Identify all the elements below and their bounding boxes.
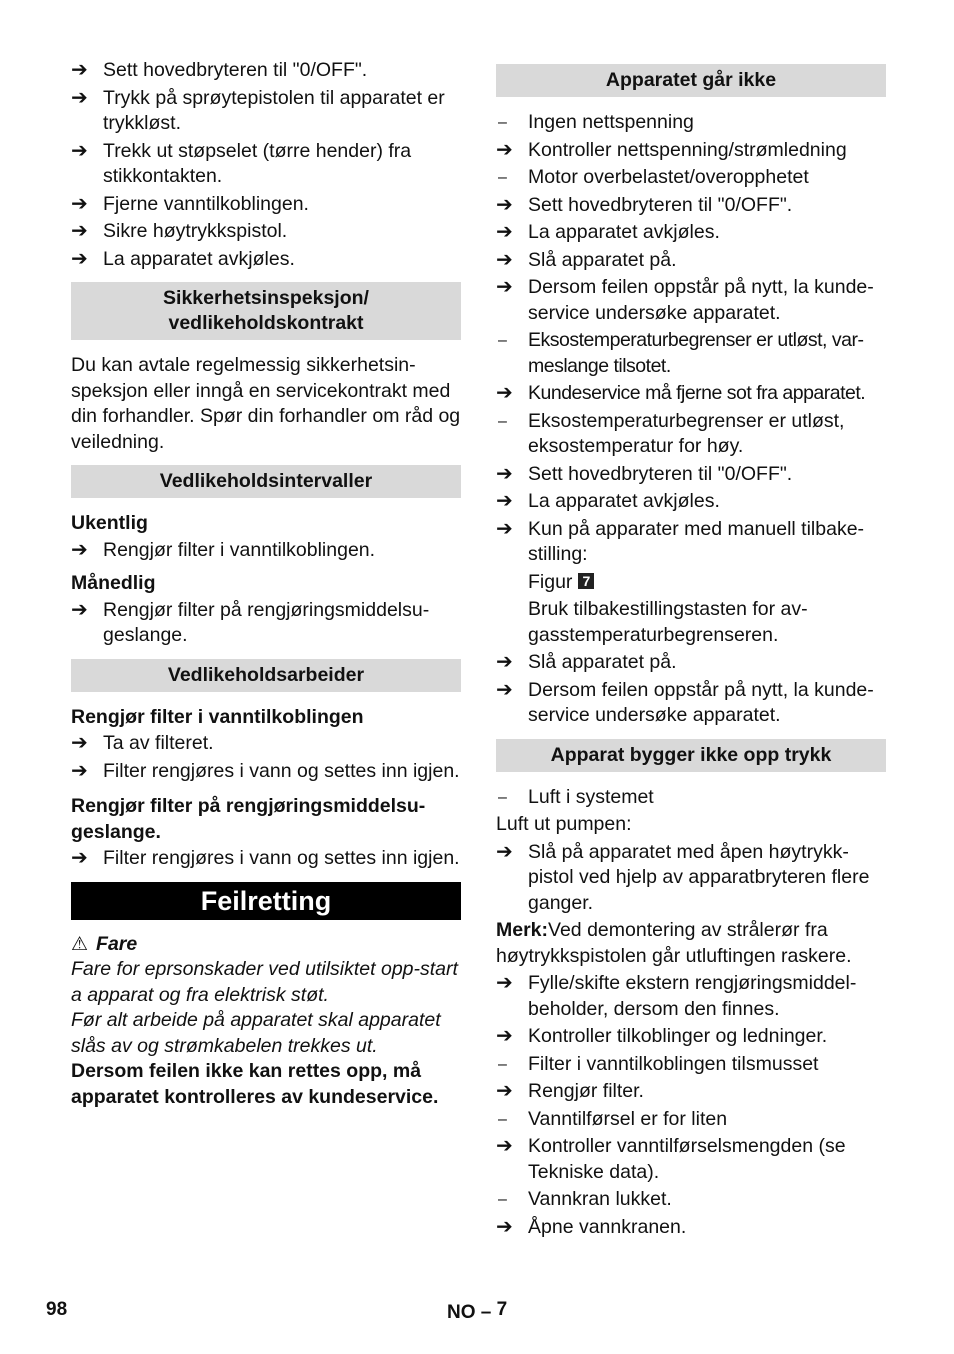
note: Merk:Ved demontering av strålerør fra høytrykkspistolen går utluftingen raskere. [496,919,852,967]
list-item: – Ingen nettspenning [496,110,886,136]
arrow-icon: ➔ [71,732,88,754]
list-item: ➔ Åpne vannkranen. [496,1215,886,1241]
list-item: ➔ Fjerne vanntilkoblingen. [71,192,461,218]
no-pressure-list [496,971,886,1240]
arrow-icon: ➔ [71,220,88,242]
list-item: ➔ Rengjør filter. [496,1079,886,1105]
list-item: ➔ Trekk ut støpselet (tørre hender) fra stikkontakten. [71,139,412,187]
section-heading-no-pressure: Apparat bygger ikke opp trykk [496,739,886,772]
figure-number-badge: 7 [578,573,594,589]
dash-icon: – [498,114,507,131]
arrow-icon: ➔ [496,138,513,161]
section-heading-work: Vedlikeholdsarbeider [71,659,461,692]
not-running-list-after [496,650,886,729]
arrow-icon: ➔ [496,517,513,540]
arrow-icon: ➔ [71,538,88,561]
troubleshooting-banner: Feilretting [71,882,461,920]
warning-text-2: Før alt arbeide på apparatet skal apparatet slås av og strømkabelen trekkes ut. [71,1009,441,1057]
arrow-icon: ➔ [496,1080,513,1102]
arrow-icon: ➔ [496,193,513,216]
arrow-icon: ➔ [496,1215,513,1238]
arrow-icon: ➔ [496,840,513,863]
list-item: ➔ Rengjør filter på rengjøringsmiddelsu-geslange. [71,598,430,646]
list-item: – Eksostemperaturbegrenser er utløst, eksostemperatur for høy. [498,409,845,457]
right-column [496,58,886,1242]
arrow-icon: ➔ [496,462,513,485]
list-item: ➔ Dersom feilen oppstår på nytt, la kunde-service undersøke apparatet. [496,276,874,324]
arrow-icon: ➔ [496,248,513,271]
list-item: ➔ Sett hovedbryteren til "0/OFF". [496,462,886,488]
list-item: ➔ La apparatet avkjøles. [71,247,461,273]
list-item: ➔ Sikre høytrykkspistol. [71,219,461,245]
dash-icon: – [498,169,507,186]
arrow-icon: ➔ [496,382,513,404]
dash-icon: – [498,1191,507,1208]
arrow-icon: ➔ [71,598,88,621]
arrow-icon: ➔ [496,651,513,673]
list-item: ➔ Kundeservice må fjerne sot fra apparatet. [496,381,886,407]
arrow-icon: ➔ [71,139,88,162]
arrow-icon: ➔ [71,847,88,869]
warning-icon: ⚠ [71,933,89,955]
list-item: – Vannkran lukket. [496,1187,886,1213]
figure-reference: Figur 7 [496,570,886,596]
list-item: ➔ Fylle/skifte ekstern rengjøringsmiddel-beholder, dersom den finnes. [496,972,857,1020]
warning-text-1: Fare for eprsonskader ved utilsiktet opp-start a apparat og fra elektrisk støt. [71,958,458,1006]
work-subheading-1: Rengjør filter i vanntilkoblingen [71,705,364,728]
section-heading-not-running: Apparatet går ikke [496,64,886,97]
section-heading-intervals: Vedlikeholdsintervaller [71,465,461,498]
list-item: ➔ La apparatet avkjøles. [496,220,886,246]
list-item: – Motor overbelastet/overopphetet [496,165,886,191]
arrow-icon: ➔ [71,192,88,215]
page-number: 98 [46,1299,68,1320]
work-subheading-2: Rengjør filter på rengjøringsmiddelsu-geslange. [71,795,426,843]
not-running-list [496,110,886,568]
list-item: – Luft i systemet [496,785,886,811]
list-item: ➔ Ta av filteret. [71,731,461,757]
list-item: ➔ Slå apparatet på. [496,650,886,676]
list-item: ➔ Slå på apparatet med åpen høytrykk-pistol ved hjelp av apparatbryteren flere ganger. [496,840,870,914]
dash-icon: – [498,788,507,806]
list-item: – Filter i vanntilkoblingen tilsmusset [496,1052,886,1078]
left-column [71,58,461,1110]
arrow-icon: ➔ [71,86,88,109]
arrow-icon: ➔ [496,490,513,512]
arrow-icon: ➔ [496,678,513,701]
weekly-label: Ukentlig [71,512,148,534]
list-item: ➔ Filter rengjøres i vann og settes inn igjen. [71,759,461,785]
list-item: ➔ Sett hovedbryteren til "0/OFF". [496,193,886,219]
list-item: ➔ Filter rengjøres i vann og settes inn igjen. [71,846,461,872]
list-item: ➔ La apparatet avkjøles. [496,489,886,515]
dash-icon: – [498,332,507,349]
warning-heading: ⚠ Fare [71,932,138,955]
list-item: – Eksostemperaturbegrenser er utløst, var-meslange tilsotet. [498,329,864,377]
list-item: ➔ Slå apparatet på. [496,248,886,274]
dash-icon: – [498,1110,507,1128]
list-item: – Vanntilførsel er for liten [496,1107,886,1133]
list-item: ➔ Rengjør filter i vanntilkoblingen. [71,538,461,564]
safety-text: Du kan avtale regelmessig sikkerhetsin-speksjon eller inngå en servicekontrakt med din forhandler. Spør din forhandler om råd og veiledning. [71,354,461,453]
arrow-icon: ➔ [71,247,88,270]
list-item: ➔ Kontroller tilkoblinger og ledninger. [496,1024,886,1050]
purge-label: Luft ut pumpen: [496,813,632,835]
arrow-icon: ➔ [496,1025,513,1047]
section-page-code: NO – 7 [447,1299,508,1323]
warning-bold-text: Dersom feilen ikke kan rettes opp, må apparatet kontrolleres av kundeservice. [71,1060,439,1108]
list-item: ➔ Kontroller nettspenning/strømledning [496,138,886,164]
dash-icon: – [498,1055,507,1073]
arrow-icon: ➔ [496,1135,513,1157]
arrow-icon: ➔ [71,59,88,81]
arrow-icon: ➔ [496,221,513,243]
dash-icon: – [498,412,507,430]
arrow-icon: ➔ [496,972,513,994]
list-item: ➔ Kun på apparater med manuell tilbake-stilling: [496,517,865,565]
arrow-icon: ➔ [71,759,88,782]
reset-text: Bruk tilbakestillingstasten for av-gasstemperaturbegrenseren. [528,598,808,646]
list-item: ➔ Dersom feilen oppstår på nytt, la kunde-service undersøke apparatet. [496,678,874,726]
list-item: ➔ Trykk på sprøytepistolen til apparatet er trykkløst. [71,86,445,134]
monthly-label: Månedlig [71,572,156,594]
section-heading-safety: Sikkerhetsinspeksjon/ vedlikeholdskontrakt [71,282,461,340]
list-item: ➔ Sett hovedbryteren til "0/OFF". [71,58,461,84]
arrow-icon: ➔ [496,276,513,298]
list-item: ➔ Kontroller vanntilførselsmengden (se Tekniske data). [496,1135,846,1183]
